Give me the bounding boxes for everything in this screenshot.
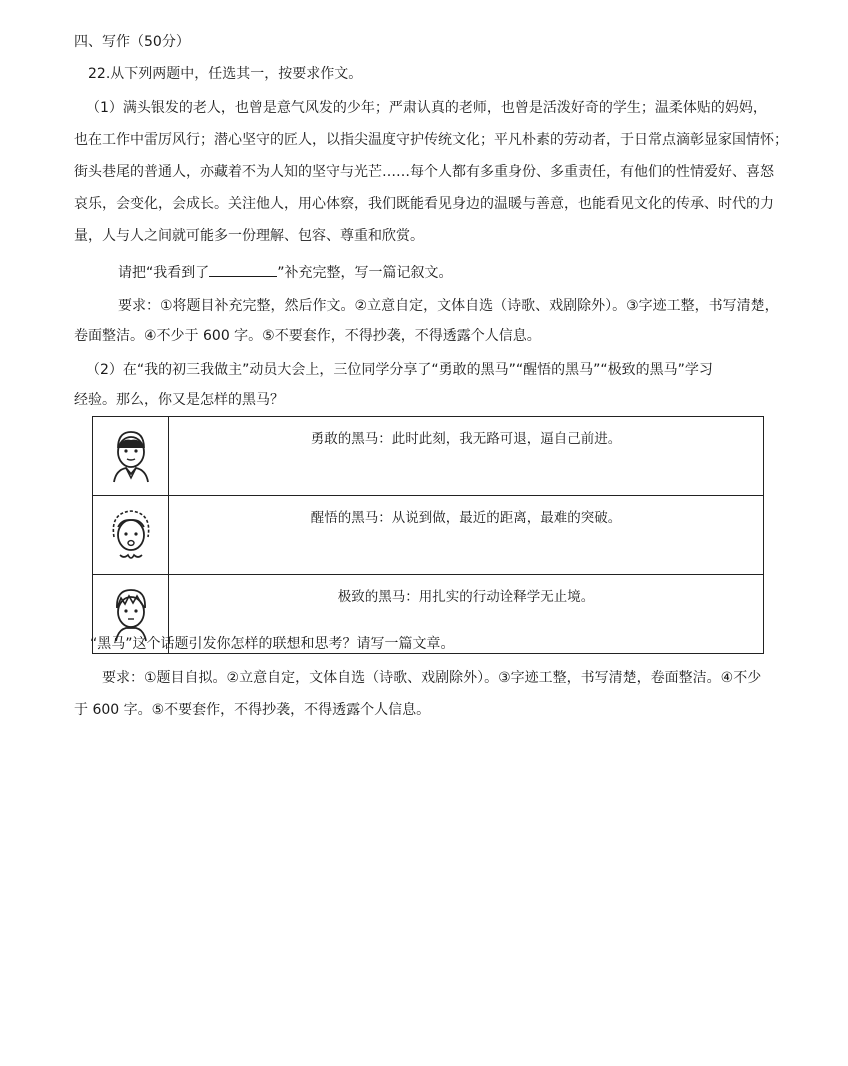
persona-quote: 极致的黑马：用扎实的行动诠释学无止境。 <box>169 575 764 654</box>
option1-line-4: 哀乐，会变化，会成长。关注他人，用心体察，我们既能看见身边的温暖与善意，也能看见文化的传承、时代的力 <box>74 196 774 212</box>
option1-requirements-1: 要求：①将题目补充完整，然后作文。②立意自定，文体自选（诗歌、戏剧除外）。③字迹工整，书写清楚， <box>118 298 779 314</box>
option2-requirements-1: 要求：①题目自拟。②立意自定，文体自选（诗歌、戏剧除外）。③字迹工整，书写清楚，卷面整洁。④不少 <box>102 670 762 686</box>
option1-line-3: 街头巷尾的普通人，亦藏着不为人知的坚守与光芒……每个人都有多重身份、多重责任，有他们的性情爱好、喜怒 <box>74 164 774 180</box>
persona-row <box>93 417 764 496</box>
girl-avatar-icon <box>106 507 156 563</box>
prompt-after: ”补充完整，写一篇记叙文。 <box>277 265 453 281</box>
option2-line-2: 经验。那么，你又是怎样的黑马？ <box>74 392 284 408</box>
prompt-before: 请把“我看到了 <box>118 265 210 281</box>
option2-followup: “黑马”这个话题引发你怎样的联想和思考？请写一篇文章。 <box>90 636 455 652</box>
option1-line-1: （1）满头银发的老人，也曾是意气风发的少年；严肃认真的老师，也曾是活泼好奇的学生；温柔体贴的妈妈， <box>86 100 767 116</box>
persona-quote: 醒悟的黑马：从说到做，最近的距离，最难的突破。 <box>169 496 764 575</box>
avatar-cell <box>93 496 169 575</box>
boy-avatar-icon <box>108 428 154 484</box>
persona-row <box>93 496 764 575</box>
persona-quote: 勇敢的黑马：此时此刻，我无路可退，逼自己前进。 <box>169 417 764 496</box>
title-blank <box>209 262 277 277</box>
avatar-cell <box>93 417 169 496</box>
option1-prompt <box>118 262 453 283</box>
option2-line-1: （2）在“我的初三我做主”动员大会上，三位同学分享了“勇敢的黑马”“醒悟的黑马”“极致的黑马”学习 <box>86 362 713 378</box>
persona-table <box>92 416 764 654</box>
option2-requirements-2: 于 600 字。⑤不要套作，不得抄袭，不得透露个人信息。 <box>74 702 431 718</box>
option1-line-2: 也在工作中雷厉风行；潜心坚守的匠人，以指尖温度守护传统文化；平凡朴素的劳动者，于日常点滴彰显家国情怀； <box>74 132 788 148</box>
section-title: 四、写作（50分） <box>74 34 190 50</box>
question-intro: 22.从下列两题中，任选其一，按要求作文。 <box>88 66 363 82</box>
option1-line-5: 量，人与人之间就可能多一份理解、包容、尊重和欣赏。 <box>74 228 424 244</box>
option1-requirements-2: 卷面整洁。④不少于 600 字。⑤不要套作，不得抄袭，不得透露个人信息。 <box>74 328 541 344</box>
